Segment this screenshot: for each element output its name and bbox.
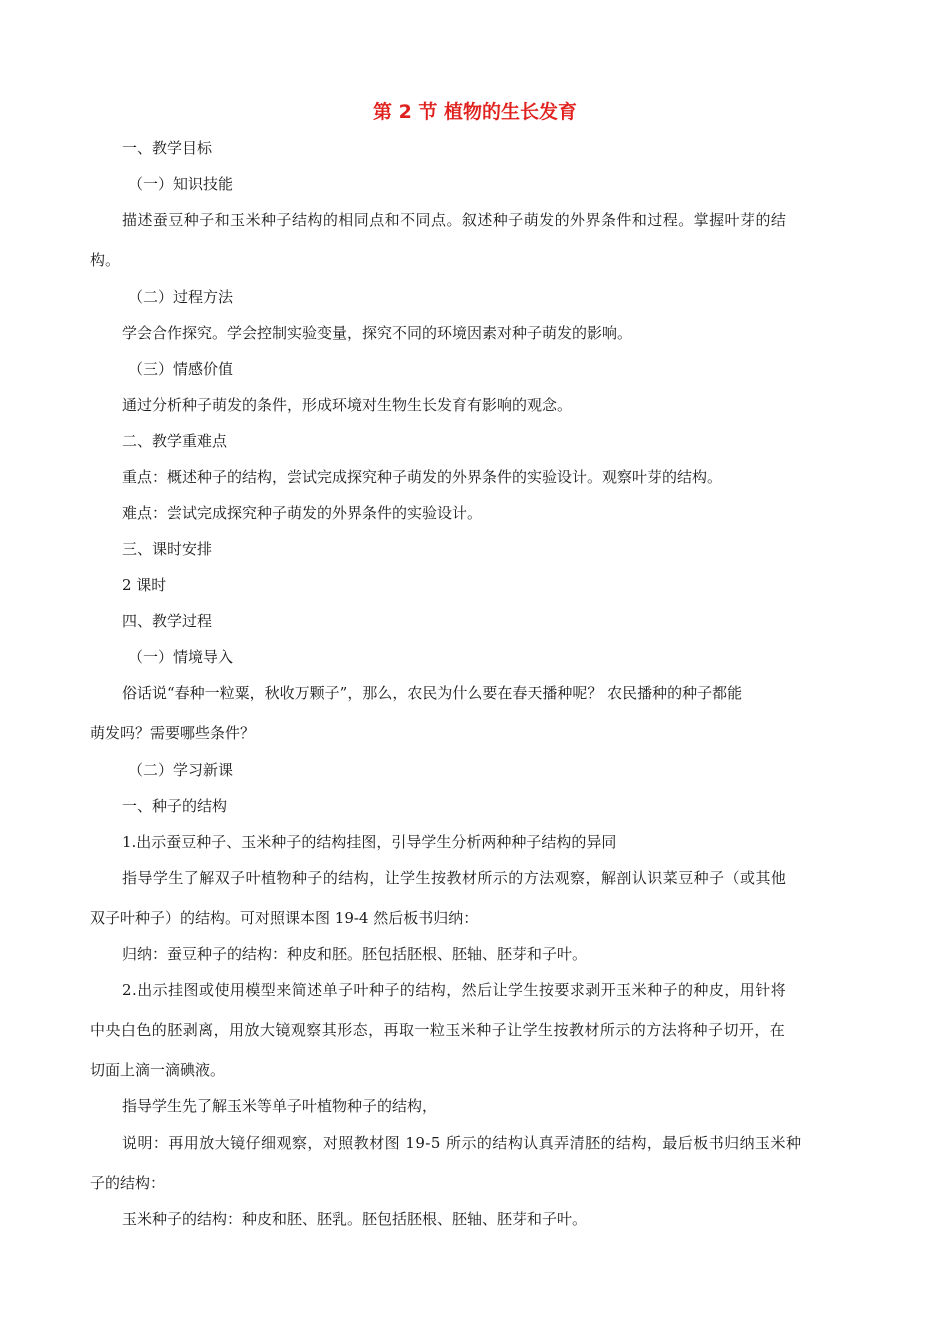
heading-teaching-goals: 一、教学目标: [122, 139, 213, 157]
paragraph-process: 学会合作探究。学会控制实验变量，探究不同的环境因素对种子萌发的影响。: [122, 324, 633, 342]
paragraph-explain-line-1: 说明：再用放大镜仔细观察，对照教材图 19-5 所示的结构认真弄清胚的结构，最后板书归纳玉米种: [122, 1134, 802, 1152]
paragraph-step1: 1.出示蚕豆种子、玉米种子的结构挂图，引导学生分析两种种子结构的异同: [122, 833, 617, 851]
heading-process: 四、教学过程: [122, 612, 213, 630]
paragraph-knowledge-line-2: 构。: [90, 251, 121, 269]
paragraph-hours: 2 课时: [122, 576, 167, 594]
paragraph-explain-line-2: 子的结构：: [90, 1174, 166, 1192]
subheading-process-methods: （二）过程方法: [128, 288, 234, 306]
paragraph-guide1-line-2: 双子叶种子）的结构。可对照课本图 19-4 然后板书归纳：: [90, 909, 479, 927]
heading-schedule: 三、课时安排: [122, 540, 213, 558]
subheading-intro: （一）情境导入: [128, 648, 234, 666]
paragraph-guide1-line-1: 指导学生了解双子叶植物种子的结构，让学生按教材所示的方法观察，解剖认识菜豆种子（或其他: [122, 869, 787, 887]
paragraph-step2-line-3: 切面上滴一滴碘液。: [90, 1061, 226, 1079]
paragraph-summary2: 玉米种子的结构：种皮和胚、胚乳。胚包括胚根、胚轴、胚芽和子叶。: [122, 1210, 588, 1228]
paragraph-guide2: 指导学生先了解玉米等单子叶植物种子的结构，: [122, 1097, 438, 1115]
paragraph-knowledge-line-1: 描述蚕豆种子和玉米种子结构的相同点和不同点。叙述种子萌发的外界条件和过程。掌握叶芽的结: [122, 211, 787, 229]
paragraph-difficult-points: 难点：尝试完成探究种子萌发的外界条件的实验设计。: [122, 504, 483, 522]
paragraph-step2-line-2: 中央白色的胚剥离，用放大镜观察其形态，再取一粒玉米种子让学生按教材所示的方法将种子切开，在: [90, 1021, 786, 1039]
heading-seed-structure: 一、种子的结构: [122, 797, 228, 815]
paragraph-step2-line-1: 2.出示挂图或使用模型来简述单子叶种子的结构，然后让学生按要求剥开玉米种子的种皮，用针将: [122, 981, 787, 999]
subheading-new-lesson: （二）学习新课: [128, 761, 234, 779]
paragraph-key-points: 重点：概述种子的结构，尝试完成探究种子萌发的外界条件的实验设计。观察叶芽的结构。: [122, 468, 723, 486]
page-title: 第 2 节 植物的生长发育: [372, 101, 578, 123]
paragraph-intro-line-2: 萌发吗？需要哪些条件？: [90, 724, 256, 742]
paragraph-intro-line-1: 俗话说“春种一粒粟，秋收万颗子”，那么，农民为什么要在春天播种呢？ 农民播种的种子都能: [122, 684, 743, 702]
paragraph-summary1: 归纳：蚕豆种子的结构：种皮和胚。胚包括胚根、胚轴、胚芽和子叶。: [122, 945, 588, 963]
paragraph-emotion: 通过分析种子萌发的条件，形成环境对生物生长发育有影响的观念。: [122, 396, 573, 414]
heading-key-difficult: 二、教学重难点: [122, 432, 228, 450]
subheading-knowledge-skills: （一）知识技能: [128, 175, 234, 193]
subheading-emotion-values: （三）情感价值: [128, 360, 234, 378]
